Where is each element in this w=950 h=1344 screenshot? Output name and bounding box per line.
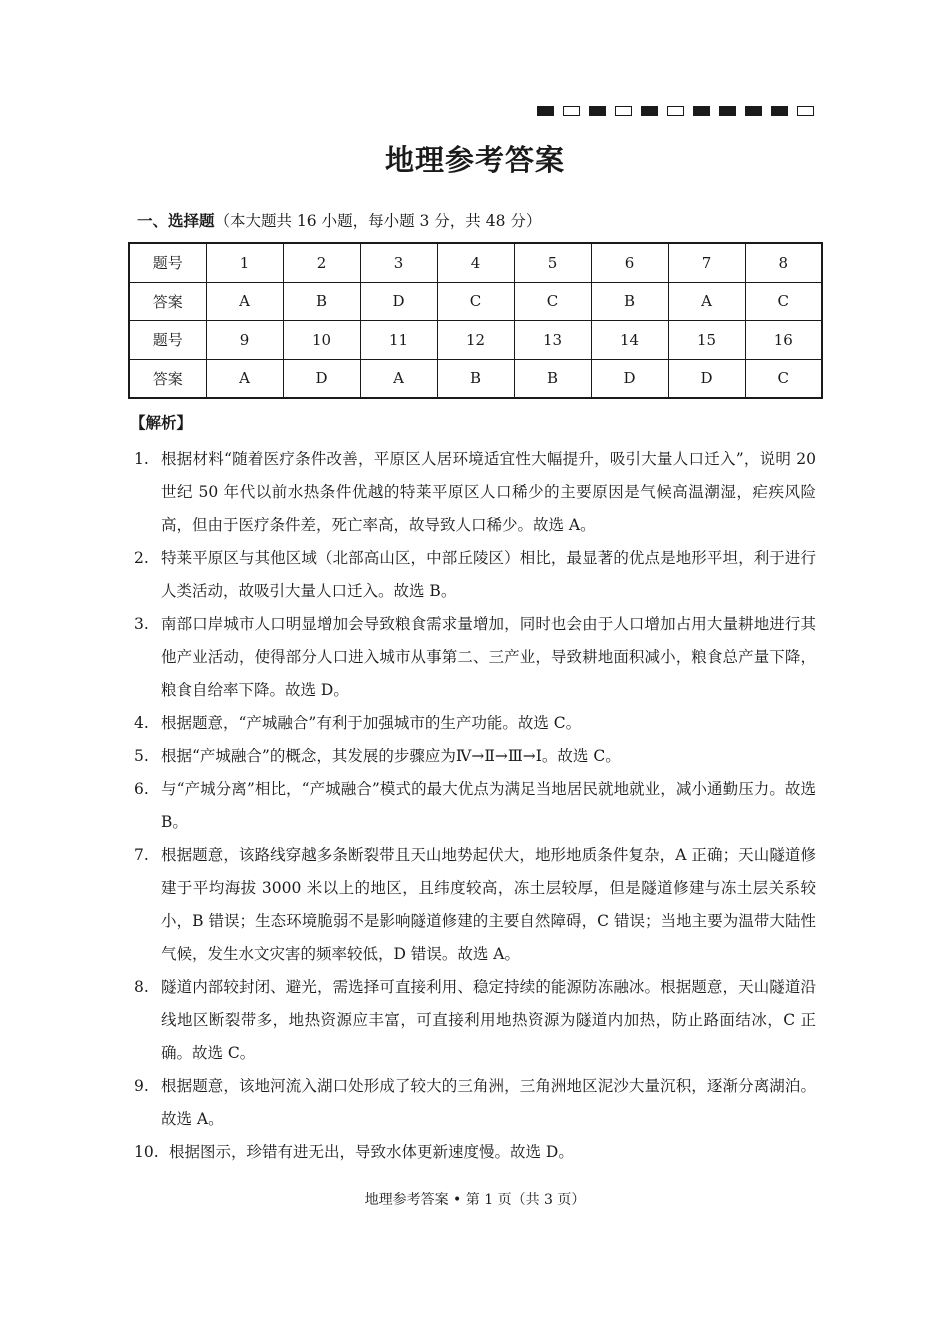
list-item bbox=[134, 707, 816, 740]
item-number: 2. bbox=[134, 549, 149, 567]
filled-square-mark bbox=[537, 106, 554, 116]
header-marks bbox=[537, 106, 814, 116]
table-cell: 1 bbox=[206, 243, 283, 282]
list-item bbox=[134, 1070, 816, 1136]
empty-square-mark bbox=[563, 106, 580, 116]
row-header-cell: 答案 bbox=[129, 282, 206, 321]
item-number: 6. bbox=[134, 780, 149, 798]
list-item bbox=[134, 971, 816, 1070]
empty-square-mark bbox=[667, 106, 684, 116]
table-row bbox=[129, 243, 822, 282]
item-number: 4. bbox=[134, 714, 149, 732]
item-number: 3. bbox=[134, 615, 149, 633]
list-item bbox=[134, 1136, 816, 1169]
row-header-cell: 题号 bbox=[129, 321, 206, 360]
section-heading bbox=[137, 209, 541, 231]
row-header-cell: 题号 bbox=[129, 243, 206, 282]
item-text: 隧道内部较封闭、避光，需选择可直接利用、稳定持续的能源防冻融冰。根据题意，天山隧道沿线地区断裂带多，地热资源应丰富，可直接利用地热资源为隧道内加热，防止路面结冰，C 正确。故选 C。 bbox=[161, 978, 816, 1062]
table-cell: B bbox=[437, 359, 514, 398]
list-item bbox=[134, 608, 816, 707]
table-cell: 8 bbox=[745, 243, 822, 282]
table-cell: A bbox=[206, 359, 283, 398]
answer-table bbox=[128, 242, 823, 399]
table-cell: A bbox=[668, 282, 745, 321]
table-cell: 5 bbox=[514, 243, 591, 282]
table-cell: 12 bbox=[437, 321, 514, 360]
row-header-cell: 答案 bbox=[129, 359, 206, 398]
page-title: 地理参考答案 bbox=[384, 143, 565, 177]
table-cell: B bbox=[514, 359, 591, 398]
item-number: 10. bbox=[134, 1143, 159, 1161]
table-cell: 10 bbox=[283, 321, 360, 360]
empty-square-mark bbox=[615, 106, 632, 116]
filled-square-mark bbox=[641, 106, 658, 116]
table-cell: C bbox=[745, 359, 822, 398]
analysis-heading: 【解析】 bbox=[130, 414, 193, 432]
section-note: （本大题共 16 小题，每小题 3 分，共 48 分） bbox=[214, 212, 542, 230]
item-text: 根据图示，珍错有进无出，导致水体更新速度慢。故选 D。 bbox=[169, 1143, 574, 1161]
table-cell: D bbox=[360, 282, 437, 321]
table-cell: 13 bbox=[514, 321, 591, 360]
item-text: 根据题意，“产城融合”有利于加强城市的生产功能。故选 C。 bbox=[161, 714, 582, 732]
item-text: 根据材料“随着医疗条件改善，平原区人居环境适宜性大幅提升，吸引大量人口迁入”，说明 20 世纪 50 年代以前水热条件优越的特莱平原区人口稀少的主要原因是气候高温潮湿，疟疾风险高，但由于医疗条件差，死亡率高，故导致人口稀少。故选 A。 bbox=[161, 450, 816, 534]
table-cell: D bbox=[283, 359, 360, 398]
filled-square-mark bbox=[719, 106, 736, 116]
list-item bbox=[134, 773, 816, 839]
table-cell: C bbox=[437, 282, 514, 321]
table-cell: B bbox=[591, 282, 668, 321]
item-number: 1. bbox=[134, 450, 149, 468]
table-cell: A bbox=[206, 282, 283, 321]
item-text: 与“产城分离”相比，“产城融合”模式的最大优点为满足当地居民就地就业，减小通勤压力。故选 B。 bbox=[161, 780, 816, 831]
table-cell: 14 bbox=[591, 321, 668, 360]
table-cell: 16 bbox=[745, 321, 822, 360]
filled-square-mark bbox=[693, 106, 710, 116]
item-text: 根据题意，该地河流入湖口处形成了较大的三角洲，三角洲地区泥沙大量沉积，逐渐分离湖泊。故选 A。 bbox=[161, 1077, 816, 1128]
table-cell: B bbox=[283, 282, 360, 321]
item-number: 9. bbox=[134, 1077, 149, 1095]
filled-square-mark bbox=[771, 106, 788, 116]
page-footer: 地理参考答案 • 第 1 页（共 3 页） bbox=[364, 1192, 586, 1208]
section-title: 一、选择题 bbox=[137, 212, 215, 230]
table-cell: A bbox=[360, 359, 437, 398]
item-text: 特莱平原区与其他区域（北部高山区，中部丘陵区）相比，最显著的优点是地形平坦，利于进行人类活动，故吸引大量人口迁入。故选 B。 bbox=[161, 549, 816, 600]
table-cell: 9 bbox=[206, 321, 283, 360]
item-number: 8. bbox=[134, 978, 149, 996]
table-row bbox=[129, 321, 822, 360]
item-text: 根据“产城融合”的概念，其发展的步骤应为Ⅳ→Ⅱ→Ⅲ→Ⅰ。故选 C。 bbox=[161, 747, 621, 765]
table-cell: 4 bbox=[437, 243, 514, 282]
table-cell: D bbox=[591, 359, 668, 398]
filled-square-mark bbox=[745, 106, 762, 116]
list-item bbox=[134, 542, 816, 608]
list-item bbox=[134, 443, 816, 542]
list-item bbox=[134, 740, 816, 773]
table-cell: 6 bbox=[591, 243, 668, 282]
item-number: 5. bbox=[134, 747, 149, 765]
item-text: 根据题意，该路线穿越多条断裂带且天山地势起伏大，地形地质条件复杂，A 正确；天山隧道修建于平均海拔 3000 米以上的地区，且纬度较高，冻土层较厚，但是隧道修建与冻土层关系较小，B 错误；生态环境脆弱不是影响隧道修建的主要自然障碍，C 错误；当地主要为温带大陆性气候，发生水文灾害的频率较低，D 错误。故选 A。 bbox=[161, 846, 816, 963]
table-cell: 7 bbox=[668, 243, 745, 282]
table-row bbox=[129, 282, 822, 321]
table-cell: 15 bbox=[668, 321, 745, 360]
empty-square-mark bbox=[797, 106, 814, 116]
table-cell: D bbox=[668, 359, 745, 398]
item-text: 南部口岸城市人口明显增加会导致粮食需求量增加，同时也会由于人口增加占用大量耕地进行其他产业活动，使得部分人口进入城市从事第二、三产业，导致耕地面积减小，粮食总产量下降，粮食自给率下降。故选 D。 bbox=[161, 615, 816, 699]
analysis-list bbox=[134, 443, 816, 1169]
table-row bbox=[129, 359, 822, 398]
filled-square-mark bbox=[589, 106, 606, 116]
list-item bbox=[134, 839, 816, 971]
table-cell: C bbox=[745, 282, 822, 321]
item-number: 7. bbox=[134, 846, 149, 864]
table-cell: 11 bbox=[360, 321, 437, 360]
table-cell: 2 bbox=[283, 243, 360, 282]
table-cell: C bbox=[514, 282, 591, 321]
table-cell: 3 bbox=[360, 243, 437, 282]
